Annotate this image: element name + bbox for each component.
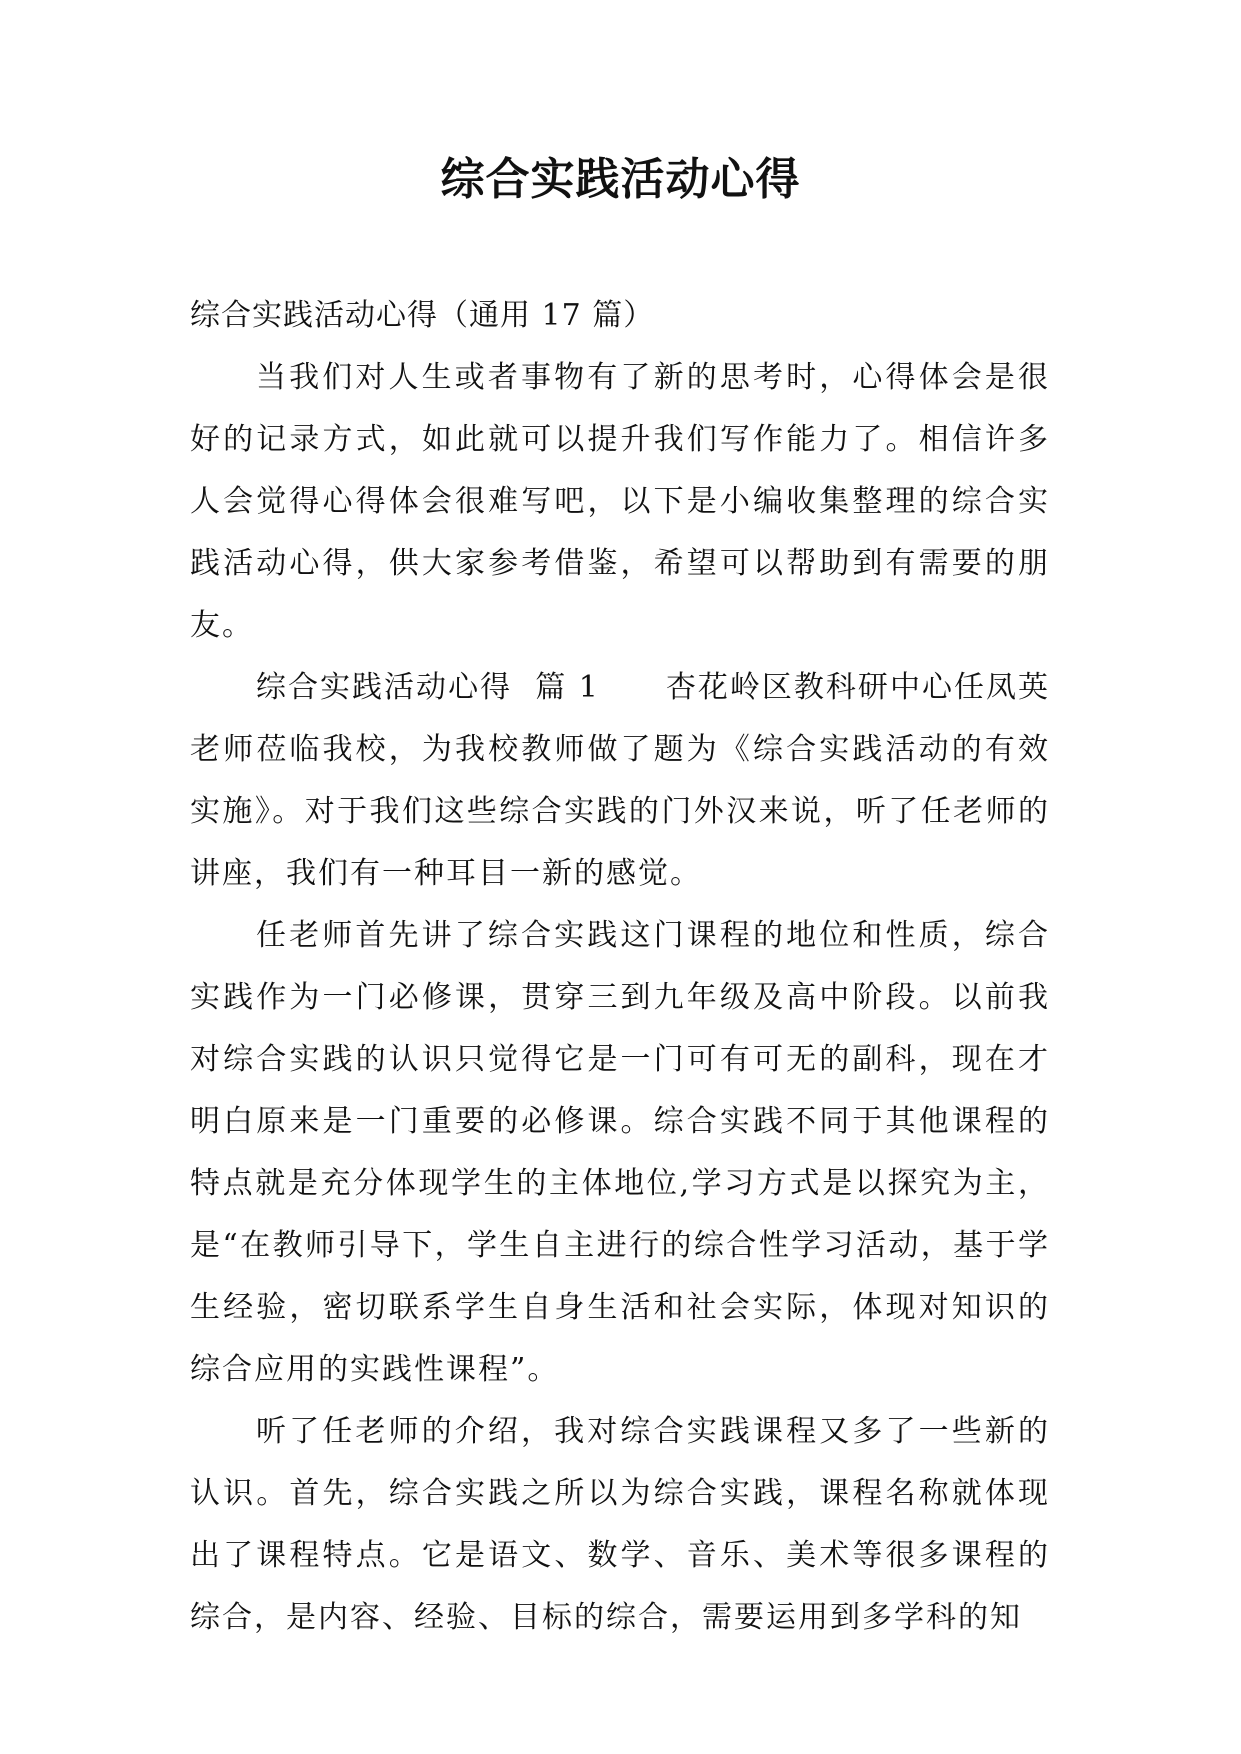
section-1-paragraph <box>190 657 1050 905</box>
section-label: 综合实践活动心得 篇 1 <box>256 670 600 705</box>
document-body <box>190 285 1050 1649</box>
section-1-text: 杏花岭区教科研中心任凤英老师莅临我校，为我校教师做了题为《综合实践活动的有效实施》。对于我们这些综合实践的门外汉来说，听了任老师的讲座，我们有一种耳目一新的感觉。 <box>190 670 1050 891</box>
body-paragraph-2: 任老师首先讲了综合实践这门课程的地位和性质，综合实践作为一门必修课，贯穿三到九年级及高中阶段。以前我对综合实践的认识只觉得它是一门可有可无的副科，现在才明白原来是一门重要的必修课。综合实践不同于其他课程的特点就是充分体现学生的主体地位,学习方式是以探究为主，是“在教师引导下，学生自主进行的综合性学习活动，基于学生经验，密切联系学生自身生活和社会实际，体现对知识的综合应用的实践性课程”。 <box>190 918 1050 1387</box>
document-subtitle: 综合实践活动心得（通用 17 篇） <box>190 298 655 333</box>
body-paragraph-3: 听了任老师的介绍，我对综合实践课程又多了一些新的认识。首先，综合实践之所以为综合实践，课程名称就体现出了课程特点。它是语文、数学、音乐、美术等很多课程的综合，是内容、经验、目标的综合，需要运用到多学科的知 <box>190 1414 1050 1635</box>
intro-paragraph: 当我们对人生或者事物有了新的思考时，心得体会是很好的记录方式，如此就可以提升我们写作能力了。相信许多人会觉得心得体会很难写吧，以下是小编收集整理的综合实践活动心得，供大家参考借鉴，希望可以帮助到有需要的朋友。 <box>190 360 1050 643</box>
document-title: 综合实践活动心得 <box>440 154 801 205</box>
